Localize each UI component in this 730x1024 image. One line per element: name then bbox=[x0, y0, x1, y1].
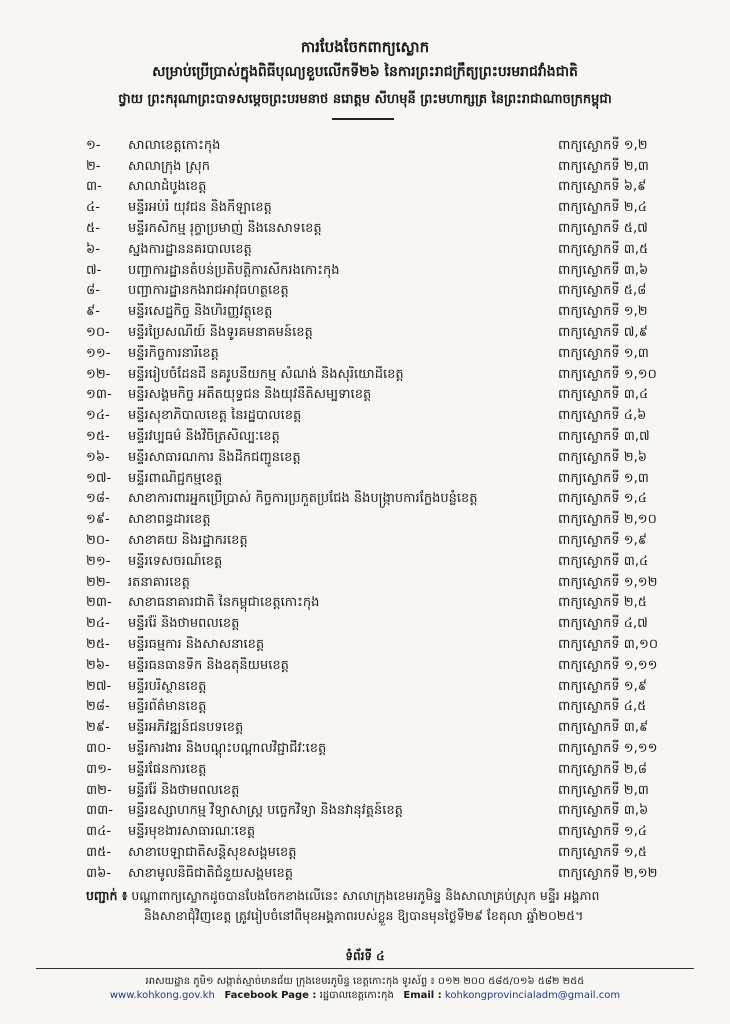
item-name: សាខាការពារអ្នកប្រើប្រាស់ កិច្ចការប្រកួតប្រជែង និងបង្ក្រាបការក្លែងបន្លំខេត្ត bbox=[128, 491, 478, 507]
item-number: ៥- bbox=[86, 221, 100, 237]
item-name: មន្ទីរបរិស្ថានខេត្ត bbox=[128, 678, 207, 694]
item-number: ២- bbox=[86, 158, 101, 174]
note-line-1 bbox=[86, 886, 686, 906]
list-item bbox=[86, 739, 686, 760]
item-number: ១៥- bbox=[86, 429, 110, 445]
item-slogan-ref: ពាក្យស្លោកទី ២,៣ bbox=[558, 158, 649, 174]
item-number: ៨- bbox=[86, 283, 100, 299]
item-slogan-ref: ពាក្យស្លោកទី ៤,៦ bbox=[558, 408, 647, 424]
item-name: មន្ទីរពាណិជ្ជកម្មខេត្ត bbox=[128, 470, 223, 486]
item-name: មន្ទីរកិច្ចការនារីខេត្ត bbox=[128, 345, 219, 361]
item-slogan-ref: ពាក្យស្លោកទី ៧,៩ bbox=[558, 325, 648, 341]
list-item bbox=[86, 843, 686, 864]
list-item bbox=[86, 386, 686, 407]
item-name: មន្ទីរអប់រំ យុវជន និងកីឡាខេត្ត bbox=[128, 200, 272, 216]
item-name: មន្ទីរអភិវឌ្ឍន៍ជនបទខេត្ត bbox=[128, 720, 244, 736]
item-number: ២៣- bbox=[86, 595, 112, 611]
list-item bbox=[86, 136, 686, 157]
item-name: ស្នងការដ្ឋាននគរបាលខេត្ត bbox=[128, 241, 252, 257]
item-slogan-ref: ពាក្យស្លោកទី ៣,៤ bbox=[558, 387, 649, 403]
item-number: ៦- bbox=[86, 241, 100, 257]
facebook-label: Facebook Page : bbox=[224, 990, 317, 1001]
list-item bbox=[86, 178, 686, 199]
item-name: មន្ទីរឧស្សាហកម្ម វិទ្យាសាស្ត្រ បច្ចេកវិទ្យា និងនវានុវត្តន៍ខេត្ត bbox=[128, 803, 403, 819]
header-divider bbox=[332, 118, 394, 120]
list-item bbox=[86, 240, 686, 261]
item-slogan-ref: ពាក្យស្លោកទី ២,៦ bbox=[558, 449, 647, 465]
note-text-1: បណ្ដាពាក្យស្លោកដូចបានបែងចែកខាងលើនេះ សាលាក្រុងខេមរភូមិន្ទ និងសាលាគ្រប់ស្រុក មន្ទីរ អង្គភាព bbox=[131, 888, 600, 903]
item-slogan-ref: ពាក្យស្លោកទី ១,៥ bbox=[558, 844, 647, 860]
list-item bbox=[86, 802, 686, 823]
item-name: មន្ទីរវប្បធម៌ និងវិចិត្រសិល្បៈខេត្ត bbox=[128, 429, 280, 445]
item-name: មន្ទីរកសិកម្ម រុក្ខាប្រមាញ់ និងនេសាទខេត្ត bbox=[128, 221, 322, 237]
document-subtitle: សម្រាប់ប្រើប្រាស់ក្នុងពិធីបុណ្យខួបលើកទី២៦ នៃការព្រះរាជក្រឹត្យព្រះបរមរាជវាំងជាតិ bbox=[152, 64, 578, 80]
note-label: បញ្ជាក់ ៖ bbox=[86, 888, 128, 903]
item-name: មន្ទីរសុខាភិបាលខេត្ត នៃរដ្ឋបាលខេត្ត bbox=[128, 408, 302, 424]
item-name: សាលាខេត្តកោះកុង bbox=[128, 137, 221, 153]
item-slogan-ref: ពាក្យស្លោកទី ១,២ bbox=[558, 304, 648, 320]
item-slogan-ref: ពាក្យស្លោកទី ២,១០ bbox=[558, 512, 657, 528]
item-name: សាខាធនាគារជាតិ នៃកម្ពុជាខេត្តកោះកុង bbox=[128, 595, 320, 611]
item-number: ១០- bbox=[86, 325, 110, 341]
item-number: ៣៦- bbox=[86, 865, 112, 881]
list-item bbox=[86, 469, 686, 490]
item-name: មន្ទីរផែនការខេត្ត bbox=[128, 761, 207, 777]
item-number: ៣៣- bbox=[86, 803, 113, 819]
item-slogan-ref: ពាក្យស្លោកទី ១,១១ bbox=[558, 657, 658, 673]
list-item bbox=[86, 510, 686, 531]
document-header bbox=[0, 36, 730, 114]
item-slogan-ref: ពាក្យស្លោកទី ៦,៩ bbox=[558, 179, 647, 195]
list-item bbox=[86, 406, 686, 427]
item-name: សាខាមូលនិធិជាតិជំនួយសង្គមខេត្ត bbox=[128, 865, 294, 881]
footer bbox=[36, 968, 694, 1003]
list-item bbox=[86, 323, 686, 344]
item-number: ១៦- bbox=[86, 449, 110, 465]
item-number: ១១- bbox=[86, 345, 111, 361]
assignment-list bbox=[86, 136, 686, 885]
item-name: សាខាពន្ធដារខេត្ត bbox=[128, 512, 211, 528]
item-slogan-ref: ពាក្យស្លោកទី ៣,៥ bbox=[558, 241, 649, 257]
item-number: ៣៥- bbox=[86, 844, 112, 860]
item-slogan-ref: ពាក្យស្លោកទី ២,៤ bbox=[558, 200, 647, 216]
item-name: មន្ទីរធម្មការ និងសាសនាខេត្ត bbox=[128, 637, 265, 653]
item-slogan-ref: ពាក្យស្លោកទី ១,៩ bbox=[558, 678, 647, 694]
email-link[interactable]: kohkongprovincialadm@gmail.com bbox=[444, 990, 621, 1001]
item-number: ៣២- bbox=[86, 782, 112, 798]
email-label: Email : bbox=[403, 990, 442, 1001]
list-item bbox=[86, 219, 686, 240]
item-slogan-ref: ពាក្យស្លោកទី ៤,៥ bbox=[558, 699, 647, 715]
item-name: បញ្ជាការដ្ឋានកងរាជអាវុធហត្ថខេត្ត bbox=[128, 283, 289, 299]
item-slogan-ref: ពាក្យស្លោកទី ១,២ bbox=[558, 137, 648, 153]
item-number: ៧- bbox=[86, 262, 102, 278]
item-number: ២៩- bbox=[86, 720, 110, 736]
item-name: សាខាគយ និងរដ្ឋាករខេត្ត bbox=[128, 533, 248, 549]
item-number: ១៨- bbox=[86, 491, 110, 507]
list-item bbox=[86, 573, 686, 594]
item-slogan-ref: ពាក្យស្លោកទី ២,៣ bbox=[558, 782, 649, 798]
item-name: មន្ទីរសេដ្ឋកិច្ច និងហិរញ្ញវត្ថុខេត្ត bbox=[128, 304, 273, 320]
item-slogan-ref: ពាក្យស្លោកទី ២,៥ bbox=[558, 595, 647, 611]
item-number: ៩- bbox=[86, 304, 100, 320]
item-name: មន្ទីររ៉ែ និងថាមពលខេត្ត bbox=[128, 782, 240, 798]
item-slogan-ref: ពាក្យស្លោកទី ១,៣ bbox=[558, 470, 649, 486]
item-slogan-ref: ពាក្យស្លោកទី ៤,៧ bbox=[558, 616, 648, 632]
website-link[interactable]: www.kohkong.gov.kh bbox=[109, 990, 215, 1001]
item-slogan-ref: ពាក្យស្លោកទី ៣,៩ bbox=[558, 720, 649, 736]
item-name: មន្ទីរព័ត៌មានខេត្ត bbox=[128, 699, 207, 715]
item-slogan-ref: ពាក្យស្លោកទី ៣,៤ bbox=[558, 553, 649, 569]
list-item bbox=[86, 781, 686, 802]
item-slogan-ref: ពាក្យស្លោកទី ១,៣ bbox=[558, 345, 649, 361]
list-item bbox=[86, 698, 686, 719]
item-name: មន្ទីររ៉ែ និងថាមពលខេត្ត bbox=[128, 616, 240, 632]
list-item bbox=[86, 760, 686, 781]
item-name: មន្ទីរទេសចរណ៍ខេត្ត bbox=[128, 553, 223, 569]
document-title: ការបែងចែកពាក្យស្លោក bbox=[300, 38, 430, 56]
list-item bbox=[86, 157, 686, 178]
list-item bbox=[86, 552, 686, 573]
item-number: ៣- bbox=[86, 179, 102, 195]
item-name: សាលាក្រុង ស្រុក bbox=[128, 158, 211, 174]
list-item bbox=[86, 490, 686, 511]
facebook-page[interactable]: រដ្ឋបាលខេត្តកោះកុង bbox=[319, 990, 394, 1001]
list-item bbox=[86, 282, 686, 303]
item-number: ៣០- bbox=[86, 741, 112, 756]
item-number: ២០- bbox=[86, 533, 110, 549]
list-item bbox=[86, 864, 686, 885]
item-slogan-ref: ពាក្យស្លោកទី ១,៩ bbox=[558, 533, 647, 549]
item-slogan-ref: ពាក្យស្លោកទី ១,១០ bbox=[558, 366, 657, 382]
item-name: មន្ទីរមុខងារសាធារណៈខេត្ត bbox=[128, 824, 256, 840]
item-name: មន្ទីរប្រៃសណីយ៍ និងទូរគមនាគមន៍ខេត្ត bbox=[128, 325, 313, 341]
note-line-2: និងសាខាជុំវិញខេត្ត ត្រូវរៀបចំនៅពីមុខអង្គភាពរបស់ខ្លួន ឱ្យបានមុនថ្ងៃទី២៩ ខែតុលា ឆ្នាំ២០២៥។ bbox=[144, 908, 584, 923]
item-slogan-ref: ពាក្យស្លោកទី ៥,៧ bbox=[558, 221, 648, 237]
item-name: សាខាបេឡាជាតិសន្តិសុខសង្គមខេត្ត bbox=[128, 844, 297, 860]
item-name: រតនាគារខេត្ត bbox=[128, 574, 190, 590]
item-slogan-ref: ពាក្យស្លោកទី ៣,៦ bbox=[558, 803, 649, 819]
item-slogan-ref: ពាក្យស្លោកទី ១,១២ bbox=[558, 574, 658, 590]
item-name: មន្ទីររៀបចំដែនដី នគរូបនីយកម្ម សំណង់ និងសុរិយោដីខេត្ត bbox=[128, 366, 404, 382]
item-number: ៣១- bbox=[86, 761, 112, 777]
item-number: ១៤- bbox=[86, 408, 110, 424]
item-number: ១៧- bbox=[86, 470, 112, 486]
list-item bbox=[86, 344, 686, 365]
item-slogan-ref: ពាក្យស្លោកទី ១,៤ bbox=[558, 824, 647, 840]
item-number: ២៦- bbox=[86, 657, 110, 673]
item-number: ១៣- bbox=[86, 387, 112, 403]
footer-contacts bbox=[36, 989, 694, 1003]
item-slogan-ref: ពាក្យស្លោកទី ៣,១០ bbox=[558, 637, 659, 653]
item-number: ២៥- bbox=[86, 637, 110, 653]
item-number: ២៨- bbox=[86, 699, 110, 715]
item-number: ១៩- bbox=[86, 512, 110, 528]
item-name: មន្ទីរធនធានទឹក និងឧតុនិយមខេត្ត bbox=[128, 657, 289, 673]
item-slogan-ref: ពាក្យស្លោកទី ៥,៨ bbox=[558, 283, 647, 299]
item-name: មន្ទីរសង្គមកិច្ច អតីតយុទ្ធជន និងយុវនីតិសម្បទាខេត្ត bbox=[128, 387, 372, 403]
list-item bbox=[86, 448, 686, 469]
list-item bbox=[86, 656, 686, 677]
item-number: ៣៤- bbox=[86, 824, 112, 840]
page-number: ទំព័រទី ៤ bbox=[345, 949, 385, 963]
item-slogan-ref: ពាក្យស្លោកទី ២,១២ bbox=[558, 865, 658, 881]
item-slogan-ref: ពាក្យស្លោកទី ១,១១ bbox=[558, 741, 658, 756]
item-slogan-ref: ពាក្យស្លោកទី ៣,៧ bbox=[558, 429, 650, 445]
item-name: មន្ទីរសាធារណការ និងដឹកជញ្ជូនខេត្ត bbox=[128, 449, 301, 465]
list-item bbox=[86, 635, 686, 656]
item-number: ១២- bbox=[86, 366, 111, 382]
list-item bbox=[86, 427, 686, 448]
list-item bbox=[86, 614, 686, 635]
list-item bbox=[86, 302, 686, 323]
footer-address: អាសយដ្ឋាន ភូមិ១ សង្កាត់ស្មាច់មានជ័យ ក្រុងខេមរភូមិន្ទ ខេត្តកោះកុង ទូរស័ព្ទ ៖ ០១២ ២០០ ៥៨៥/០១៦ ៥៨២ ២៥៥ bbox=[145, 976, 585, 987]
item-name: មន្ទីរការងារ និងបណ្តុះបណ្តាលវិជ្ជាជីវៈខេត្ត bbox=[128, 741, 327, 756]
list-item bbox=[86, 261, 686, 282]
item-name: បញ្ជាការដ្ឋានតំបន់ប្រតិបត្តិការសឹករងកោះកុង bbox=[128, 262, 340, 278]
list-item bbox=[86, 677, 686, 698]
list-item bbox=[86, 531, 686, 552]
item-slogan-ref: ពាក្យស្លោកទី ២,៨ bbox=[558, 761, 647, 777]
item-slogan-ref: ពាក្យស្លោកទី ៣,៦ bbox=[558, 262, 649, 278]
item-slogan-ref: ពាក្យស្លោកទី ១,៤ bbox=[558, 491, 647, 507]
document-dedication: ថ្វាយ ព្រះករុណាព្រះបាទសម្ដេចព្រះបរមនាថ នរោត្តម សីហមុនី ព្រះមហាក្សត្រ នៃព្រះរាជាណាចក្រកម្ពុជា bbox=[118, 92, 612, 107]
list-item bbox=[86, 198, 686, 219]
item-number: ៤- bbox=[86, 200, 100, 216]
note-block bbox=[86, 886, 686, 926]
item-number: ២៤- bbox=[86, 616, 110, 632]
item-number: ២១- bbox=[86, 553, 111, 569]
item-number: ២៧- bbox=[86, 678, 112, 694]
list-item bbox=[86, 594, 686, 615]
list-item bbox=[86, 718, 686, 739]
item-number: ២២- bbox=[86, 574, 111, 590]
item-number: ១- bbox=[86, 137, 101, 153]
list-item bbox=[86, 365, 686, 386]
list-item bbox=[86, 822, 686, 843]
item-name: សាលាដំបូងខេត្ត bbox=[128, 179, 207, 195]
